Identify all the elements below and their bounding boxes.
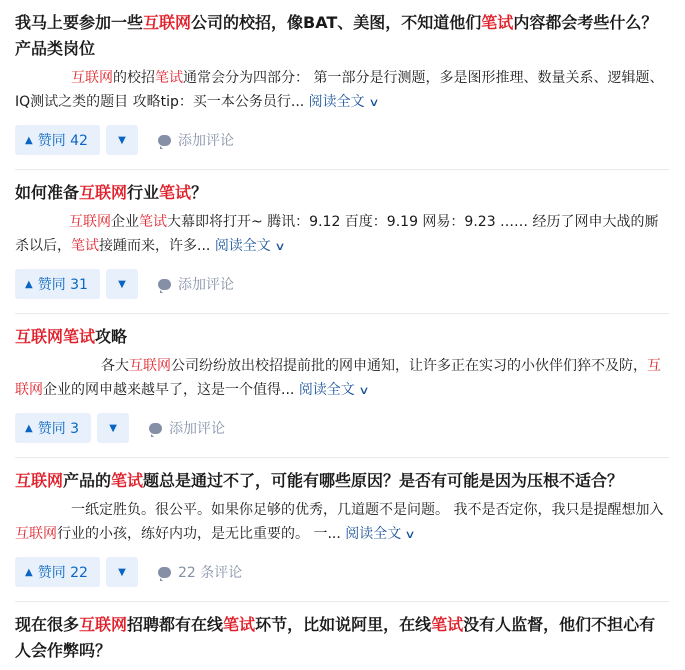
upvote-label: 赞同 42 (37, 133, 88, 149)
text-run: ？ (191, 183, 208, 202)
text-run: 通常会分为四部分： 第一部分是行测题，多是图形推理、数量关系、逻辑题、IQ测试之类的题目 攻略tip：买一本公务员行... (15, 70, 664, 110)
answer-actions (15, 125, 669, 155)
read-more-label: 阅读全文 (345, 526, 402, 542)
highlighted-keyword: 互联网 (129, 358, 171, 374)
downvote-button[interactable] (106, 125, 138, 155)
chevron-down-icon: ∨ (274, 240, 286, 253)
answer-excerpt[interactable] (15, 354, 669, 403)
question-title[interactable] (15, 10, 669, 62)
comment-label: 22 条评论 (177, 565, 243, 581)
text-run: 接踵而来，许多... (99, 238, 211, 254)
downvote-arrow-icon: ▼ (109, 422, 117, 434)
read-more-link[interactable] (299, 382, 368, 398)
text-run: 公司纷纷放出校招提前批的网申通知，让许多正在实习的小伙伴们猝不及防， (171, 358, 647, 374)
read-more-link[interactable] (309, 94, 378, 110)
read-more-link[interactable] (345, 526, 414, 542)
text-run: 内容都会考些什么？产品类岗位 (15, 13, 658, 58)
downvote-arrow-icon: ▼ (118, 134, 126, 146)
read-more-label: 阅读全文 (298, 382, 355, 398)
answer-excerpt[interactable] (15, 66, 669, 115)
question-title[interactable] (15, 180, 669, 206)
text-run: 行业的小孩，练好内功，是无比重要的。 一... (57, 526, 341, 542)
comment-label: 添加评论 (169, 421, 226, 437)
text-run: 没有人监督，他们不担心有人会作弊吗？ (15, 615, 656, 660)
highlighted-keyword: 互联网 (143, 13, 192, 32)
result-item (15, 0, 669, 170)
highlighted-keyword: 互联网 (15, 358, 661, 398)
comment-label: 添加评论 (177, 133, 234, 149)
comment-button[interactable] (149, 418, 225, 438)
highlighted-keyword: 互联网 (79, 615, 128, 634)
upvote-arrow-icon: ▲ (25, 134, 33, 146)
highlighted-keyword: 互联网 (69, 214, 111, 230)
chevron-down-icon: ∨ (368, 96, 380, 109)
upvote-arrow-icon: ▲ (25, 278, 33, 290)
text-run: 各大 (101, 358, 129, 374)
question-title[interactable] (15, 324, 669, 350)
highlighted-keyword: 笔试 (159, 183, 192, 202)
comment-bubble-icon (149, 423, 162, 434)
read-more-label: 阅读全文 (308, 94, 365, 110)
answer-actions (15, 557, 669, 587)
upvote-label: 赞同 31 (37, 277, 88, 293)
highlighted-keyword: 笔试 (111, 471, 144, 490)
result-item (15, 602, 669, 664)
downvote-arrow-icon: ▼ (118, 566, 126, 578)
answer-actions (15, 413, 669, 443)
upvote-button[interactable] (15, 557, 100, 587)
comment-button[interactable] (158, 274, 234, 294)
highlighted-keyword: 笔试 (71, 238, 99, 254)
highlighted-keyword: 笔试 (481, 13, 514, 32)
text-run: 攻略 (95, 327, 128, 346)
answer-excerpt[interactable] (15, 210, 669, 259)
answer-excerpt[interactable] (15, 498, 669, 547)
text-run: 一纸定胜负。很公平。如果你足够的优秀，几道题不是问题。 我不是否定你，我只是提醒想加入 (71, 502, 664, 518)
upvote-button[interactable] (15, 269, 100, 299)
chevron-down-icon: ∨ (404, 528, 416, 541)
highlighted-keyword: 笔试 (139, 214, 167, 230)
result-item (15, 170, 669, 314)
question-title[interactable] (15, 468, 669, 494)
read-more-link[interactable] (215, 238, 284, 254)
question-title[interactable] (15, 612, 669, 664)
highlighted-keyword: 互联网 (79, 183, 128, 202)
result-item (15, 458, 669, 602)
upvote-label: 赞同 22 (37, 565, 88, 581)
downvote-button[interactable] (106, 269, 138, 299)
upvote-button[interactable] (15, 125, 100, 155)
text-run: 题总是通过不了，可能有哪些原因？是否有可能是因为压根不适合？ (143, 471, 624, 490)
read-more-label: 阅读全文 (214, 238, 271, 254)
text-run: 产品的 (63, 471, 112, 490)
upvote-arrow-icon: ▲ (25, 566, 33, 578)
text-run: 如何准备 (15, 183, 80, 202)
downvote-button[interactable] (106, 557, 138, 587)
text-run: 企业的网申越来越早了，这是一个值得... (43, 382, 295, 398)
highlighted-keyword: 笔试 (155, 70, 183, 86)
highlighted-keyword: 互联网 (15, 327, 64, 346)
highlighted-keyword: 互联网 (15, 471, 64, 490)
downvote-arrow-icon: ▼ (118, 278, 126, 290)
highlighted-keyword: 笔试 (431, 615, 464, 634)
comment-bubble-icon (158, 279, 171, 290)
text-run: 招聘都有在线 (127, 615, 224, 634)
highlighted-keyword: 笔试 (223, 615, 256, 634)
highlighted-keyword: 互联网 (71, 70, 113, 86)
text-run: 行业 (127, 183, 160, 202)
comment-button[interactable] (158, 562, 242, 582)
answer-actions (15, 269, 669, 299)
text-run: 的校招 (113, 70, 155, 86)
downvote-button[interactable] (97, 413, 129, 443)
text-run: 我马上要参加一些 (15, 13, 144, 32)
upvote-arrow-icon: ▲ (25, 422, 33, 434)
highlighted-keyword: 笔试 (63, 327, 96, 346)
text-run: 企业 (111, 214, 139, 230)
text-run: 现在很多 (15, 615, 80, 634)
text-run: 环节，比如说阿里，在线 (255, 615, 432, 634)
comment-button[interactable] (158, 130, 234, 150)
comment-bubble-icon (158, 135, 171, 146)
chevron-down-icon: ∨ (358, 384, 370, 397)
comment-label: 添加评论 (177, 277, 234, 293)
result-item (15, 314, 669, 458)
upvote-label: 赞同 3 (37, 421, 80, 437)
text-run: 公司的校招，像BAT、美图，不知道他们 (191, 13, 482, 32)
comment-bubble-icon (158, 567, 171, 578)
highlighted-keyword: 互联网 (15, 526, 57, 542)
text-run: 大幕即将打开~ 腾讯：9.12 百度：9.19 网易：9.23 …… 经历了网申大战的厮杀以后， (15, 214, 659, 254)
upvote-button[interactable] (15, 413, 91, 443)
